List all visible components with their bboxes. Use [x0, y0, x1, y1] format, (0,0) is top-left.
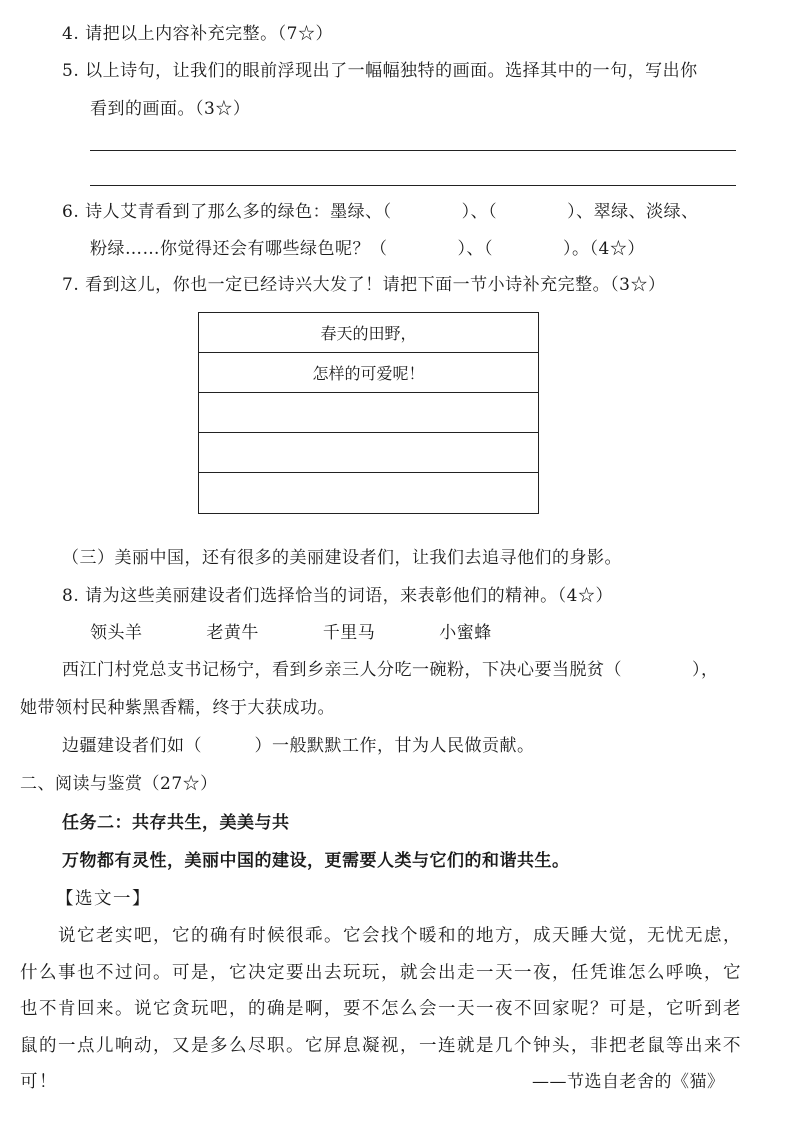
question-4: 4. 请把以上内容补充完整。（7☆） [62, 24, 333, 44]
paragraph-1-line-1: 西江门村党总支书记杨宁，看到乡亲三人分吃一碗粉，下决心要当脱贫（ ）， [62, 660, 719, 680]
task-intro: 万物都有灵性，美丽中国的建设，更需要人类与它们的和谐共生。 [62, 851, 570, 871]
poem-row-2: 怎样的可爱呢！ [199, 353, 538, 393]
answer-line-2[interactable] [90, 185, 736, 186]
question-6-line-2: 粉绿……你觉得还会有哪些绿色呢？（ ）、（ ）。（4☆） [90, 239, 645, 259]
paragraph-2: 边疆建设者们如（ ）一般默默工作，甘为人民做贡献。 [62, 736, 535, 756]
paragraph-1-line-2: 她带领村民种紫黑香糯，终于大获成功。 [20, 698, 335, 718]
word-option-1: 领头羊 [90, 623, 143, 643]
selection-label: 【选文一】 [56, 889, 151, 909]
excerpt-line-4: 鼠的一点儿响动，又是多么尽职。它屏息凝视，一连就是几个钟头，非把老鼠等出来不 [20, 1036, 742, 1056]
excerpt-source: ——节选自老舍的《猫》 [532, 1072, 725, 1092]
excerpt-line-2: 什么事也不过问。可是，它决定要出去玩玩，就会出走一天一夜，任凭谁怎么呼唤，它 [20, 963, 742, 983]
excerpt-line-5: 可！ [20, 1072, 58, 1092]
question-7: 7. 看到这儿，你也一定已经诗兴大发了！请把下面一节小诗补充完整。（3☆） [62, 275, 666, 295]
poem-row-1: 春天的田野， [199, 313, 538, 353]
question-5-line-2: 看到的画面。（3☆） [90, 99, 251, 119]
excerpt-line-1: 说它老实吧，它的确有时候很乖。它会找个暖和的地方，成天睡大觉，无忧无虑， [58, 926, 742, 946]
word-bank [90, 621, 550, 645]
section-3-heading: （三）美丽中国，还有很多的美丽建设者们，让我们去追寻他们的身影。 [62, 548, 622, 568]
poem-row-blank-3[interactable] [199, 393, 538, 433]
poem-row-blank-4[interactable] [199, 433, 538, 473]
poem-row-blank-5[interactable] [199, 473, 538, 513]
excerpt-line-3: 也不肯回来。说它贪玩吧，的确是啊，要不怎么会一天一夜不回家呢？可是，它听到老 [20, 999, 742, 1019]
word-option-2: 老黄牛 [206, 623, 259, 643]
task-title: 任务二：共存共生，美美与共 [62, 813, 290, 833]
word-option-4: 小蜜蜂 [439, 623, 492, 643]
question-5-line-1: 5. 以上诗句，让我们的眼前浮现出了一幅幅独特的画面。选择其中的一句，写出你 [62, 61, 698, 81]
question-6-line-1: 6. 诗人艾青看到了那么多的绿色：墨绿、（ ）、（ ）、翠绿、淡绿、 [62, 202, 699, 222]
part-2-heading: 二、阅读与鉴赏（27☆） [20, 774, 218, 794]
question-8: 8. 请为这些美丽建设者们选择恰当的词语，来表彰他们的精神。（4☆） [62, 586, 613, 606]
answer-line-1[interactable] [90, 150, 736, 151]
poem-table [198, 312, 539, 514]
word-option-3: 千里马 [322, 623, 376, 643]
